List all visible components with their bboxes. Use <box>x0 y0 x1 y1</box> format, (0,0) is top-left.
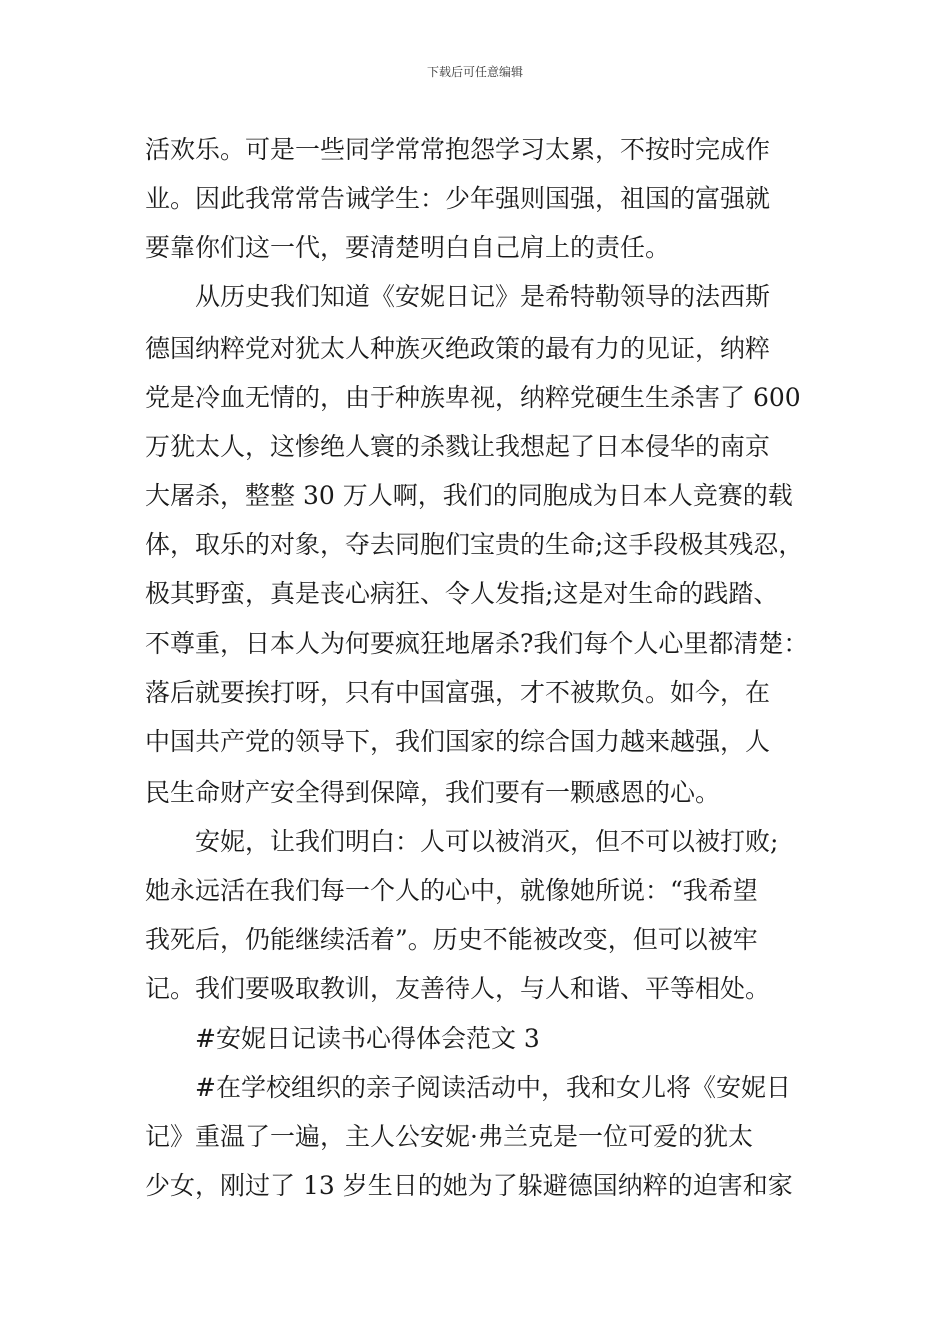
paragraph-first-line: 安妮，让我们明白：人可以被消灭，但不可以被打败; <box>195 827 779 856</box>
text-line: 少女，刚过了 13 岁生日的她为了躲避德国纳粹的迫害和家 <box>145 1171 793 1200</box>
text-line: 中国共产党的领导下，我们国家的综合国力越来越强，人 <box>145 727 771 756</box>
paragraph-first-line: #在学校组织的亲子阅读活动中，我和女儿将《安妮日 <box>195 1073 791 1102</box>
text-line: 党是冷血无情的，由于种族卑视，纳粹党硬生生杀害了 600 <box>145 383 801 412</box>
page-header: 下载后可任意编辑 <box>426 65 523 79</box>
text-line: 极其野蛮，真是丧心病狂、令人发指;这是对生命的践踏、 <box>145 579 779 608</box>
text-line: 大屠杀，整整 30 万人啊，我们的同胞成为日本人竞赛的载 <box>145 481 793 510</box>
text-line: 万犹太人，这惨绝人寰的杀戮让我想起了日本侵华的南京 <box>145 432 771 461</box>
text-line: 民生命财产安全得到保障，我们要有一颗感恩的心。 <box>145 778 721 807</box>
text-line: 体，取乐的对象，夺去同胞们宝贵的生命;这手段极其残忍， <box>145 530 804 559</box>
text-line: 活欢乐。可是一些同学常常抱怨学习太累，不按时完成作 <box>145 135 771 164</box>
text-line: 记。我们要吸取教训，友善待人，与人和谐、平等相处。 <box>145 974 771 1003</box>
text-line: 她永远活在我们每一个人的心中，就像她所说：“我希望 <box>145 876 758 905</box>
text-line: 落后就要挨打呀，只有中国富强，才不被欺负。如今，在 <box>145 678 771 707</box>
paragraph-first-line: 从历史我们知道《安妮日记》是希特勒领导的法西斯 <box>195 282 771 311</box>
text-line: 我死后，仍能继续活着”。历史不能被改变，但可以被牢 <box>145 925 758 954</box>
section-heading: #安妮日记读书心得体会范文 3 <box>195 1024 540 1053</box>
text-line: 业。因此我常常告诫学生：少年强则国强，祖国的富强就 <box>145 184 771 213</box>
text-line: 德国纳粹党对犹太人种族灭绝政策的最有力的见证，纳粹 <box>145 334 771 363</box>
text-line: 不尊重，日本人为何要疯狂地屠杀?我们每个人心里都清楚： <box>145 629 809 658</box>
text-line: 要靠你们这一代，要清楚明白自己肩上的责任。 <box>145 233 671 262</box>
text-line: 记》重温了一遍，主人公安妮·弗兰克是一位可爱的犹太 <box>145 1122 753 1151</box>
